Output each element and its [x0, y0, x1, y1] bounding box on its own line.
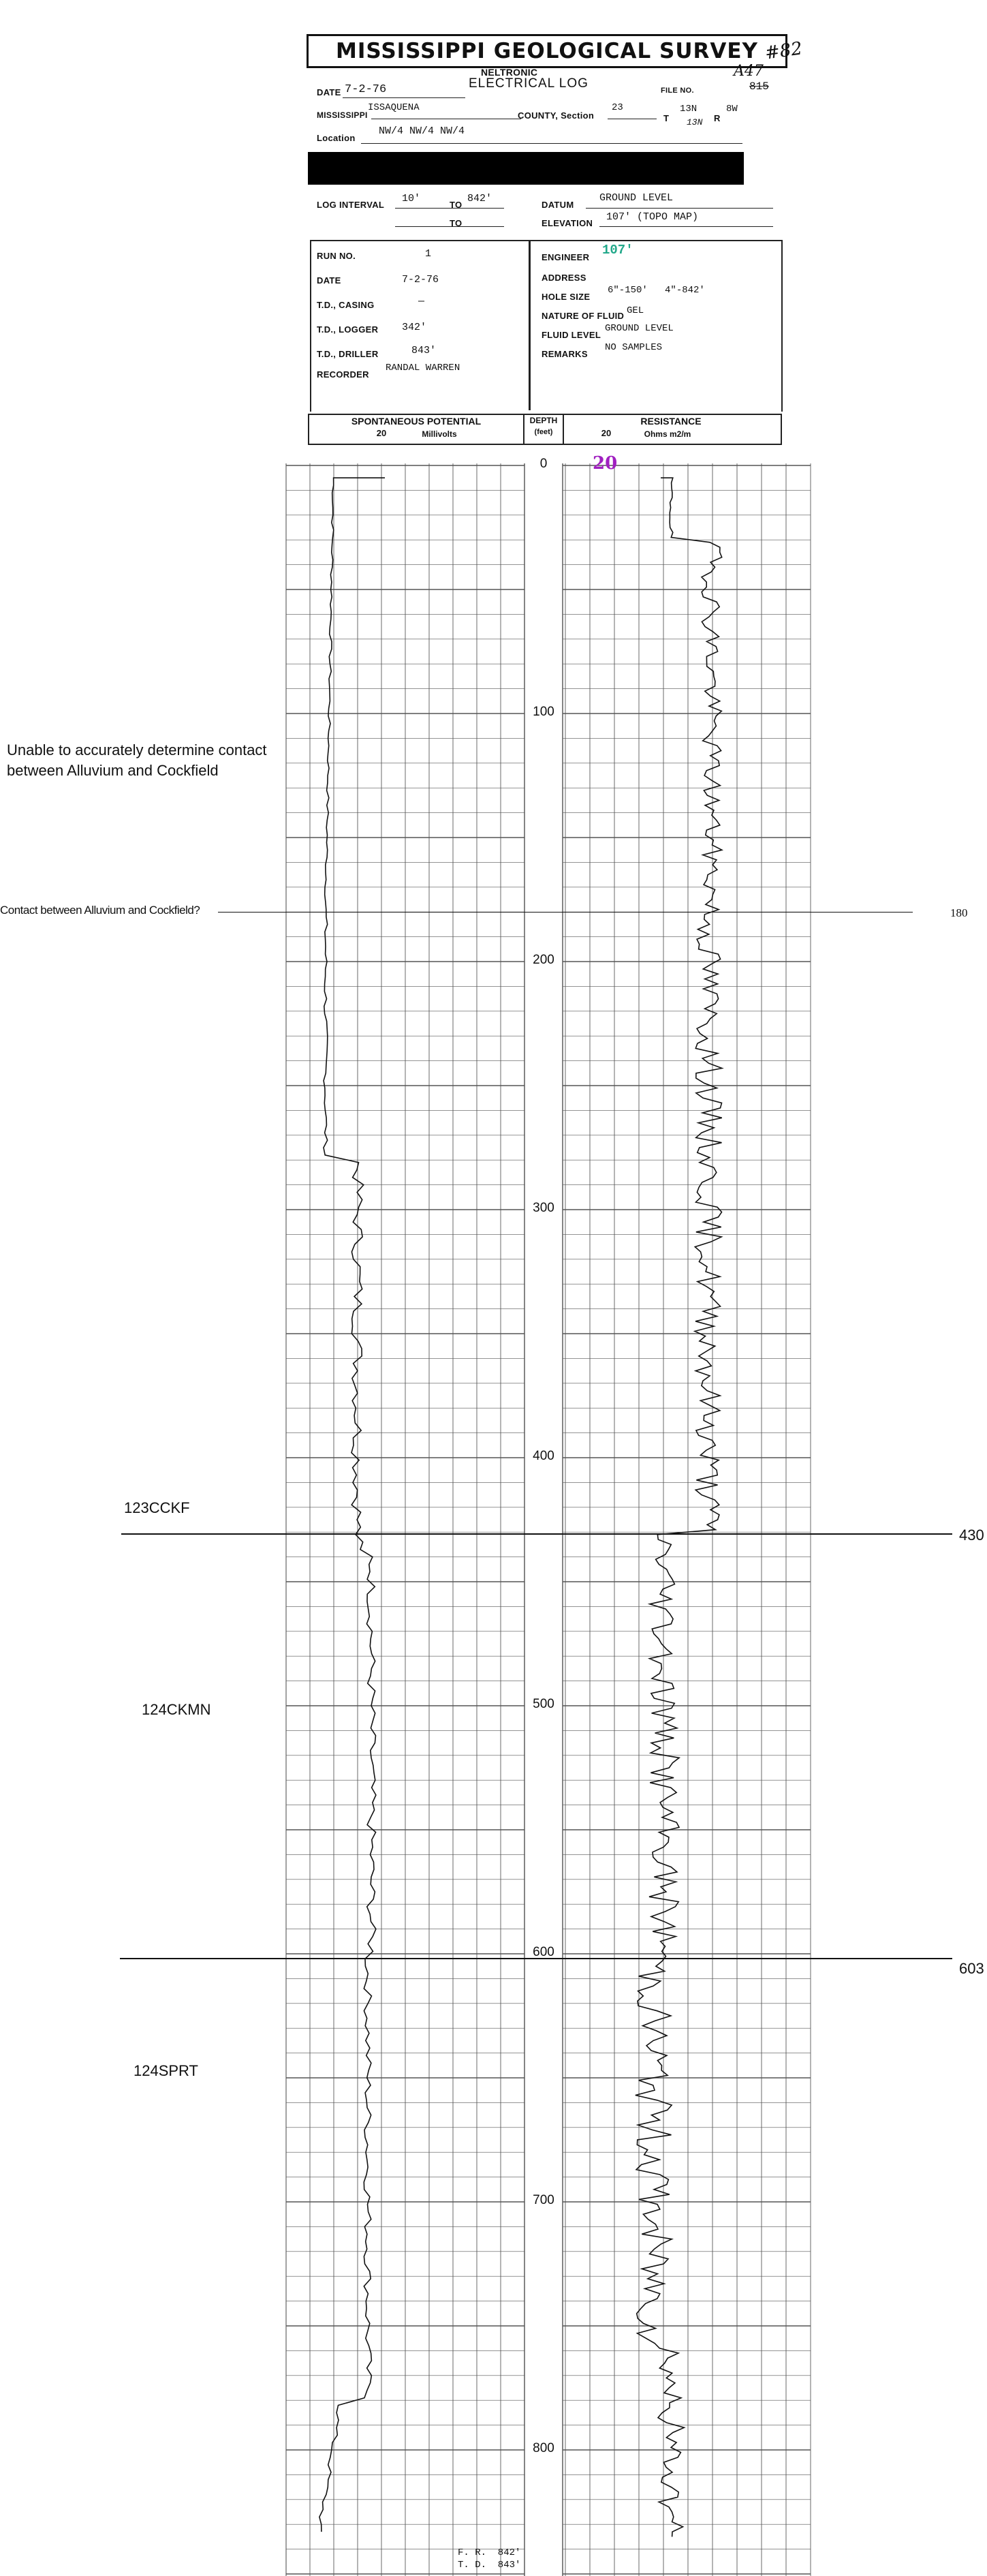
contact-line-430: [121, 1533, 952, 1535]
td-casing-value: —: [418, 296, 425, 307]
td-logger-label: T.D., LOGGER: [317, 324, 379, 335]
td-driller-label: T.D., DRILLER: [317, 349, 379, 359]
fluid-label: NATURE OF FLUID: [542, 311, 625, 321]
depth-label: 300: [533, 1201, 554, 1215]
to-label-2: TO: [450, 218, 463, 228]
file-no-label: FILE NO.: [661, 87, 694, 95]
township-value: 13N: [680, 104, 698, 114]
depth-603: 603: [959, 1960, 984, 1977]
depth-430: 430: [959, 1527, 984, 1544]
handwritten-number: #82: [764, 38, 804, 64]
hole-size-label: HOLE SIZE: [542, 292, 591, 302]
depth-label: 100: [533, 705, 554, 719]
sp-scale: 20: [376, 428, 387, 438]
td-casing-label: T.D., CASING: [317, 300, 375, 310]
datum-value: GROUND LEVEL: [599, 192, 674, 204]
township-hand: 13N: [687, 117, 703, 127]
note-line-2: between Alluvium and Cockfield: [7, 762, 219, 779]
sp-title: SPONTANEOUS POTENTIAL: [351, 416, 482, 427]
range-value: 8W: [726, 104, 738, 114]
elevation-label: ELEVATION: [542, 218, 593, 228]
depth-units: (feet): [534, 428, 553, 436]
log-interval-label: LOG INTERVAL: [317, 200, 385, 210]
run-date-label: DATE: [317, 275, 341, 286]
contact-label: Contact between Alluvium and Cockfield?: [0, 904, 200, 917]
engineer-label: ENGINEER: [542, 252, 590, 262]
remarks-label: REMARKS: [542, 349, 588, 359]
engineer-value: 107': [602, 243, 633, 258]
res-hand-scale: 20: [593, 453, 618, 474]
log-kind-top: NELTRONIC: [481, 67, 538, 78]
datum-label: DATUM: [542, 200, 574, 210]
sp-units: Millivolts: [422, 429, 457, 439]
unit-cckf: 123CCKF: [124, 1499, 190, 1516]
td-logger-value: 342': [402, 322, 427, 333]
fluid-level-value: GROUND LEVEL: [605, 323, 674, 334]
contact-line: [218, 912, 913, 913]
res-scale: 20: [601, 428, 612, 438]
res-title: RESISTANCE: [640, 416, 702, 427]
county-value: ISSAQUENA: [368, 102, 420, 113]
depth-label: 800: [533, 2441, 554, 2455]
date-value: 7-2-76: [345, 83, 387, 96]
footer-td: T. D. 843': [458, 2560, 521, 2571]
county-label: COUNTY, Section: [518, 110, 595, 121]
recorder-value: RANDAL WARREN: [386, 363, 460, 373]
res-units: Ohms m2/m: [644, 429, 691, 439]
remarks-value: NO SAMPLES: [605, 342, 663, 353]
file-no-struck: 815: [749, 80, 769, 93]
section-value: 23: [612, 102, 623, 113]
log-interval-to: 842': [467, 193, 492, 204]
elevation-value: 107' (TOPO MAP): [606, 211, 699, 223]
td-driller-value: 843': [411, 345, 437, 356]
sp-curve: [319, 478, 385, 2532]
file-no-value: A47: [734, 63, 764, 80]
run-no-value: 1: [425, 248, 432, 260]
depth-label: 500: [533, 1697, 554, 1711]
hole-size-value: 6"-150' 4"-842': [608, 285, 705, 296]
state-label: MISSISSIPPI: [317, 110, 368, 120]
depth-label: 400: [533, 1449, 554, 1463]
location-value: NW/4 NW/4 NW/4: [379, 125, 465, 137]
fluid-value: GEL: [627, 305, 644, 316]
note-line-1: Unable to accurately determine contact: [7, 741, 267, 758]
date-label: DATE: [317, 87, 341, 97]
contact-depth: 180: [950, 906, 968, 919]
contact-line-603: [120, 1958, 952, 1959]
log-kind: ELECTRICAL LOG: [469, 76, 589, 91]
fluid-level-label: FLUID LEVEL: [542, 330, 601, 340]
run-date-value: 7-2-76: [402, 274, 439, 286]
footer-fr: F. R. 842': [458, 2547, 521, 2558]
survey-title: MISSISSIPPI GEOLOGICAL SURVEY: [307, 34, 787, 68]
township-label: T: [663, 113, 670, 123]
depth-label: 700: [533, 2193, 554, 2207]
range-label: R: [714, 113, 721, 123]
recorder-label: RECORDER: [317, 369, 369, 380]
address-label: ADDRESS: [542, 273, 586, 283]
log-interval-from: 10': [402, 193, 421, 204]
unit-sprt: 124SPRT: [134, 2062, 198, 2079]
depth-title: DEPTH: [529, 416, 558, 425]
depth-label: 0: [539, 457, 548, 471]
depth-label: 200: [533, 953, 554, 967]
run-no-label: RUN NO.: [317, 251, 356, 261]
depth-label: 600: [533, 1945, 554, 1959]
unit-ckmn: 124CKMN: [142, 1701, 211, 1718]
location-label: Location: [317, 133, 356, 143]
to-label: TO: [450, 200, 463, 210]
